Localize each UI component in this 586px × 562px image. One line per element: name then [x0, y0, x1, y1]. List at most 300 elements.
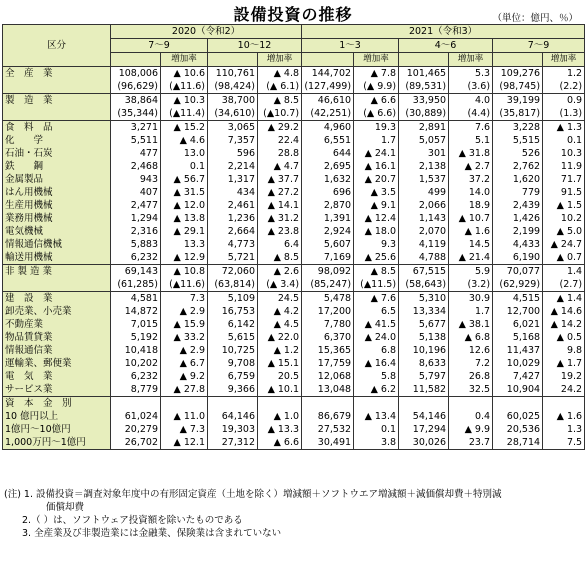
- header-year-2021: 2021（令和3）: [302, 25, 585, 39]
- amount-cell: 7,427: [493, 370, 543, 383]
- amount-cell: 6,232: [111, 370, 161, 383]
- amount-cell: 67,515: [399, 265, 449, 279]
- amount-cell: 6,190: [493, 251, 543, 265]
- amount-cell: 38,864: [111, 94, 161, 108]
- row-label: 製 造 業: [3, 94, 111, 108]
- growth-cell: 22.4: [258, 134, 302, 147]
- amount-cell: [208, 397, 258, 411]
- header-amount: [111, 53, 161, 67]
- amount-cell: 6,021: [493, 318, 543, 331]
- row-label: 資 本 金 別: [3, 397, 111, 411]
- growth-cell: ▲ 29.2: [258, 121, 302, 135]
- growth-cell: 10.2: [543, 212, 585, 225]
- amount-cell: 779: [493, 186, 543, 199]
- table-row: [3, 80, 585, 94]
- growth-cell: ▲ 6.8: [449, 331, 493, 344]
- amount-cell: 477: [111, 147, 161, 160]
- growth-cell: (▲11.4): [161, 107, 208, 121]
- amount-cell: 1,391: [302, 212, 354, 225]
- table-row: [3, 238, 585, 251]
- header-amount: [302, 53, 354, 67]
- amount-cell: 1,537: [399, 173, 449, 186]
- amount-cell: 1,143: [399, 212, 449, 225]
- growth-cell: ▲ 13.3: [258, 423, 302, 436]
- amount-cell: 101,465: [399, 67, 449, 81]
- amount-cell: 14,872: [111, 305, 161, 318]
- amount-cell: 10,418: [111, 344, 161, 357]
- growth-cell: ▲ 2.9: [161, 344, 208, 357]
- amount-cell: 2,695: [302, 160, 354, 173]
- row-label: 建 設 業: [3, 292, 111, 306]
- growth-cell: ▲ 37.7: [258, 173, 302, 186]
- amount-cell: 499: [399, 186, 449, 199]
- growth-cell: ▲ 20.7: [354, 173, 399, 186]
- header-year-2020: 2020（令和2）: [111, 25, 302, 39]
- growth-cell: ▲ 0.5: [543, 331, 585, 344]
- table-row: [3, 278, 585, 292]
- growth-cell: ▲ 1.6: [449, 225, 493, 238]
- amount-cell: 696: [302, 186, 354, 199]
- header-category: 区分: [3, 25, 111, 67]
- growth-cell: ▲ 7.6: [354, 292, 399, 306]
- growth-cell: ▲ 10.7: [449, 212, 493, 225]
- growth-cell: ▲ 27.8: [161, 383, 208, 397]
- amount-cell: 17,759: [302, 357, 354, 370]
- growth-cell: ▲ 7.3: [161, 423, 208, 436]
- growth-cell: 7.3: [161, 292, 208, 306]
- amount-cell: 3,271: [111, 121, 161, 135]
- growth-cell: ▲ 8.5: [258, 94, 302, 108]
- table-row: [3, 410, 585, 423]
- growth-cell: ▲ 9.1: [354, 199, 399, 212]
- amount-cell: 27,532: [302, 423, 354, 436]
- amount-cell: 2,066: [399, 199, 449, 212]
- growth-cell: ▲ 41.5: [354, 318, 399, 331]
- row-label: 運輸業、郵便業: [3, 357, 111, 370]
- unit-label: （単位：億円、％）: [492, 13, 578, 24]
- amount-cell: (85,247): [302, 278, 354, 292]
- growth-cell: 7.6: [449, 121, 493, 135]
- amount-cell: 5,057: [399, 134, 449, 147]
- table-row: [3, 344, 585, 357]
- table-row: [3, 225, 585, 238]
- growth-cell: ▲ 33.2: [161, 331, 208, 344]
- amount-cell: 644: [302, 147, 354, 160]
- growth-cell: (▲ 6.1): [258, 80, 302, 94]
- amount-cell: 12,700: [493, 305, 543, 318]
- growth-cell: 5.3: [449, 67, 493, 81]
- growth-cell: 13.3: [161, 238, 208, 251]
- growth-cell: 37.2: [449, 173, 493, 186]
- growth-cell: (▲10.7): [258, 107, 302, 121]
- growth-cell: ▲ 5.0: [543, 225, 585, 238]
- growth-cell: 6.5: [354, 305, 399, 318]
- amount-cell: 2,439: [493, 199, 543, 212]
- growth-cell: ▲ 1.0: [258, 410, 302, 423]
- amount-cell: (58,643): [399, 278, 449, 292]
- growth-cell: (1.3): [543, 107, 585, 121]
- growth-cell: 4.0: [449, 94, 493, 108]
- growth-cell: 5.9: [449, 265, 493, 279]
- amount-cell: 20,536: [493, 423, 543, 436]
- amount-cell: (62,929): [493, 278, 543, 292]
- amount-cell: 943: [111, 173, 161, 186]
- amount-cell: 54,146: [399, 410, 449, 423]
- row-label: 化 学: [3, 134, 111, 147]
- growth-cell: ▲ 0.7: [543, 251, 585, 265]
- amount-cell: (63,814): [208, 278, 258, 292]
- growth-cell: ▲ 8.5: [354, 265, 399, 279]
- growth-cell: (▲11.6): [161, 278, 208, 292]
- amount-cell: [493, 397, 543, 411]
- table-row: [3, 436, 585, 450]
- amount-cell: 3,228: [493, 121, 543, 135]
- amount-cell: 2,138: [399, 160, 449, 173]
- table-row: [3, 67, 585, 81]
- row-label: サービス業: [3, 383, 111, 397]
- row-label: 情報通信機械: [3, 238, 111, 251]
- growth-cell: 5.8: [354, 370, 399, 383]
- row-label: 全 産 業: [3, 67, 111, 81]
- amount-cell: 8,633: [399, 357, 449, 370]
- growth-cell: ▲ 1.6: [543, 410, 585, 423]
- growth-cell: ▲ 12.4: [354, 212, 399, 225]
- header-quarter: 1～3: [302, 39, 399, 53]
- row-label: 業務用機械: [3, 212, 111, 225]
- table-row: [3, 292, 585, 306]
- growth-cell: ▲ 21.4: [449, 251, 493, 265]
- growth-cell: 7.5: [543, 436, 585, 450]
- amount-cell: 2,664: [208, 225, 258, 238]
- growth-cell: ▲ 6.2: [354, 383, 399, 397]
- growth-cell: ▲ 23.8: [258, 225, 302, 238]
- header-quarter: 10～12: [208, 39, 302, 53]
- amount-cell: (42,251): [302, 107, 354, 121]
- amount-cell: 2,477: [111, 199, 161, 212]
- amount-cell: 4,788: [399, 251, 449, 265]
- growth-cell: ▲ 6.6: [258, 436, 302, 450]
- growth-cell: 19.3: [354, 121, 399, 135]
- amount-cell: 30,026: [399, 436, 449, 450]
- row-label: 不動産業: [3, 318, 111, 331]
- growth-cell: ▲ 14.6: [543, 305, 585, 318]
- growth-cell: ▲ 6.6: [354, 94, 399, 108]
- growth-cell: ▲ 15.1: [258, 357, 302, 370]
- growth-cell: 0.1: [161, 160, 208, 173]
- amount-cell: 5,677: [399, 318, 449, 331]
- amount-cell: 108,006: [111, 67, 161, 81]
- growth-cell: ▲ 4.8: [258, 67, 302, 81]
- amount-cell: 2,870: [302, 199, 354, 212]
- amount-cell: 4,119: [399, 238, 449, 251]
- growth-cell: 10.3: [543, 147, 585, 160]
- table-row: [3, 134, 585, 147]
- growth-cell: 18.9: [449, 199, 493, 212]
- growth-cell: (▲11.5): [354, 278, 399, 292]
- growth-cell: 71.7: [543, 173, 585, 186]
- amount-cell: 20,279: [111, 423, 161, 436]
- amount-cell: 7,169: [302, 251, 354, 265]
- amount-cell: 7,357: [208, 134, 258, 147]
- table-row: [3, 251, 585, 265]
- amount-cell: 301: [399, 147, 449, 160]
- growth-cell: 9.3: [354, 238, 399, 251]
- amount-cell: 110,761: [208, 67, 258, 81]
- amount-cell: 2,924: [302, 225, 354, 238]
- amount-cell: 60,025: [493, 410, 543, 423]
- growth-cell: 3.8: [354, 436, 399, 450]
- growth-cell: ▲ 3.5: [354, 186, 399, 199]
- growth-cell: (3.6): [449, 80, 493, 94]
- amount-cell: 30,491: [302, 436, 354, 450]
- growth-cell: [543, 397, 585, 411]
- table-row: [3, 305, 585, 318]
- growth-cell: 1.2: [543, 67, 585, 81]
- amount-cell: 2,762: [493, 160, 543, 173]
- amount-cell: 4,581: [111, 292, 161, 306]
- amount-cell: 6,142: [208, 318, 258, 331]
- table-row: [3, 370, 585, 383]
- footnote-2: 2.（ ）は、ソフトウェア投資額を除いたものである: [22, 515, 243, 526]
- growth-cell: ▲ 31.8: [449, 147, 493, 160]
- header-amount: [493, 53, 543, 67]
- growth-cell: ▲ 4.7: [258, 160, 302, 173]
- table-row: [3, 160, 585, 173]
- growth-cell: 19.2: [543, 370, 585, 383]
- growth-cell: ▲ 16.1: [354, 160, 399, 173]
- row-label: [3, 107, 111, 121]
- footnote-3: 3. 全産業及び非製造業には金融業、保険業は含まれていない: [22, 528, 282, 539]
- growth-cell: (▲ 9.9): [354, 80, 399, 94]
- growth-cell: 30.9: [449, 292, 493, 306]
- amount-cell: 5,615: [208, 331, 258, 344]
- amount-cell: 5,515: [493, 134, 543, 147]
- growth-cell: ▲ 14.2: [543, 318, 585, 331]
- amount-cell: 10,029: [493, 357, 543, 370]
- growth-cell: ▲ 12.1: [161, 436, 208, 450]
- amount-cell: 39,199: [493, 94, 543, 108]
- row-label: 電 気 業: [3, 370, 111, 383]
- amount-cell: 434: [208, 186, 258, 199]
- table-row: [3, 397, 585, 411]
- header-quarter: 7～9: [111, 39, 208, 53]
- row-label: はん用機械: [3, 186, 111, 199]
- row-label: 物品賃貸業: [3, 331, 111, 344]
- growth-cell: 32.5: [449, 383, 493, 397]
- row-label: 鉄 鋼: [3, 160, 111, 173]
- amount-cell: 144,702: [302, 67, 354, 81]
- amount-cell: 2,199: [493, 225, 543, 238]
- growth-cell: ▲ 56.7: [161, 173, 208, 186]
- amount-cell: 1,632: [302, 173, 354, 186]
- table-row: [3, 383, 585, 397]
- growth-cell: 91.5: [543, 186, 585, 199]
- amount-cell: (35,817): [493, 107, 543, 121]
- growth-cell: ▲ 13.4: [354, 410, 399, 423]
- amount-cell: 1,294: [111, 212, 161, 225]
- growth-cell: 12.6: [449, 344, 493, 357]
- growth-cell: 5.1: [449, 134, 493, 147]
- table-row: [3, 94, 585, 108]
- growth-cell: ▲ 10.3: [161, 94, 208, 108]
- amount-cell: 1,317: [208, 173, 258, 186]
- table-row: [3, 331, 585, 344]
- row-label: 石油・石炭: [3, 147, 111, 160]
- header-growth: 増加率: [449, 53, 493, 67]
- amount-cell: 6,370: [302, 331, 354, 344]
- footnote-1: (注) 1. 設備投資＝調査対象年度中の有形固定資産（土地を除く）増減額＋ソフトウエア増減額＋減価償却費＋特別減: [4, 489, 502, 500]
- growth-cell: 26.8: [449, 370, 493, 383]
- table-row: [3, 265, 585, 279]
- amount-cell: (30,889): [399, 107, 449, 121]
- amount-cell: 2,070: [399, 225, 449, 238]
- row-label: 輸送用機械: [3, 251, 111, 265]
- header-quarter: 7～9: [493, 39, 585, 53]
- table-row: [3, 423, 585, 436]
- amount-cell: 5,109: [208, 292, 258, 306]
- row-label: 10 億円以上: [3, 410, 111, 423]
- row-label: 非 製 造 業: [3, 265, 111, 279]
- table-row: [3, 318, 585, 331]
- amount-cell: [111, 397, 161, 411]
- growth-cell: ▲ 12.9: [161, 251, 208, 265]
- growth-cell: 0.1: [543, 134, 585, 147]
- capex-table: [2, 24, 585, 450]
- growth-cell: 14.5: [449, 238, 493, 251]
- amount-cell: 5,883: [111, 238, 161, 251]
- amount-cell: 61,024: [111, 410, 161, 423]
- row-label: 金属製品: [3, 173, 111, 186]
- growth-cell: 0.9: [543, 94, 585, 108]
- growth-cell: ▲ 9.9: [449, 423, 493, 436]
- growth-cell: (2.2): [543, 80, 585, 94]
- amount-cell: 5,478: [302, 292, 354, 306]
- amount-cell: 596: [208, 147, 258, 160]
- table-row: [3, 173, 585, 186]
- growth-cell: ▲ 15.9: [161, 318, 208, 331]
- amount-cell: 46,610: [302, 94, 354, 108]
- amount-cell: 4,515: [493, 292, 543, 306]
- growth-cell: ▲ 24.0: [354, 331, 399, 344]
- amount-cell: 2,468: [111, 160, 161, 173]
- growth-cell: ▲ 24.1: [354, 147, 399, 160]
- amount-cell: 10,196: [399, 344, 449, 357]
- growth-cell: ▲ 7.8: [354, 67, 399, 81]
- growth-cell: ▲ 29.1: [161, 225, 208, 238]
- growth-cell: (4.4): [449, 107, 493, 121]
- amount-cell: 15,365: [302, 344, 354, 357]
- growth-cell: 23.7: [449, 436, 493, 450]
- growth-cell: ▲ 11.0: [161, 410, 208, 423]
- growth-cell: ▲ 4.2: [258, 305, 302, 318]
- amount-cell: 11,582: [399, 383, 449, 397]
- amount-cell: (34,610): [208, 107, 258, 121]
- table-row: [3, 357, 585, 370]
- amount-cell: (96,629): [111, 80, 161, 94]
- amount-cell: 7,780: [302, 318, 354, 331]
- amount-cell: 2,316: [111, 225, 161, 238]
- growth-cell: ▲ 10.8: [161, 265, 208, 279]
- amount-cell: 5,607: [302, 238, 354, 251]
- amount-cell: 2,891: [399, 121, 449, 135]
- amount-cell: 1,620: [493, 173, 543, 186]
- table-row: [3, 186, 585, 199]
- header-growth: 増加率: [258, 53, 302, 67]
- growth-cell: ▲ 1.4: [543, 292, 585, 306]
- page-title: 設備投資の推移: [233, 5, 353, 24]
- growth-cell: ▲ 2.9: [161, 305, 208, 318]
- amount-cell: 6,232: [111, 251, 161, 265]
- growth-cell: 1.7: [354, 134, 399, 147]
- growth-cell: ▲ 18.0: [354, 225, 399, 238]
- amount-cell: [399, 397, 449, 411]
- amount-cell: 69,143: [111, 265, 161, 279]
- amount-cell: 5,168: [493, 331, 543, 344]
- amount-cell: 17,200: [302, 305, 354, 318]
- growth-cell: ▲ 1.7: [543, 357, 585, 370]
- amount-cell: 9,708: [208, 357, 258, 370]
- amount-cell: 1,426: [493, 212, 543, 225]
- amount-cell: 13,334: [399, 305, 449, 318]
- amount-cell: 13,048: [302, 383, 354, 397]
- growth-cell: 14.0: [449, 186, 493, 199]
- growth-cell: ▲ 10.1: [258, 383, 302, 397]
- amount-cell: 7,015: [111, 318, 161, 331]
- amount-cell: 11,437: [493, 344, 543, 357]
- growth-cell: 7.2: [449, 357, 493, 370]
- row-label: 1,000万円～1億円: [3, 436, 111, 450]
- growth-cell: ▲ 2.7: [449, 160, 493, 173]
- amount-cell: 5,797: [399, 370, 449, 383]
- growth-cell: ▲ 25.6: [354, 251, 399, 265]
- growth-cell: ▲ 4.6: [161, 134, 208, 147]
- growth-cell: 11.9: [543, 160, 585, 173]
- table-row: [3, 121, 585, 135]
- amount-cell: 4,773: [208, 238, 258, 251]
- amount-cell: 38,700: [208, 94, 258, 108]
- amount-cell: (98,424): [208, 80, 258, 94]
- row-label: 食 料 品: [3, 121, 111, 135]
- growth-cell: 1.4: [543, 265, 585, 279]
- table-row: [3, 107, 585, 121]
- footnotes: [4, 488, 582, 540]
- amount-cell: (61,285): [111, 278, 161, 292]
- growth-cell: 6.4: [258, 238, 302, 251]
- amount-cell: 5,721: [208, 251, 258, 265]
- header-growth: 増加率: [354, 53, 399, 67]
- growth-cell: (3.2): [449, 278, 493, 292]
- amount-cell: (127,499): [302, 80, 354, 94]
- growth-cell: ▲ 2.6: [258, 265, 302, 279]
- growth-cell: (▲11.6): [161, 80, 208, 94]
- growth-cell: [354, 397, 399, 411]
- header-amount: [208, 53, 258, 67]
- growth-cell: 13.0: [161, 147, 208, 160]
- growth-cell: ▲ 27.2: [258, 186, 302, 199]
- amount-cell: 526: [493, 147, 543, 160]
- amount-cell: (35,344): [111, 107, 161, 121]
- amount-cell: 5,511: [111, 134, 161, 147]
- growth-cell: ▲ 6.7: [161, 357, 208, 370]
- growth-cell: [449, 397, 493, 411]
- table-body: [3, 67, 585, 450]
- header-growth: 増加率: [543, 53, 585, 67]
- amount-cell: 64,146: [208, 410, 258, 423]
- growth-cell: 28.8: [258, 147, 302, 160]
- growth-cell: ▲ 1.3: [543, 121, 585, 135]
- amount-cell: 33,950: [399, 94, 449, 108]
- row-label: 卸売業、小売業: [3, 305, 111, 318]
